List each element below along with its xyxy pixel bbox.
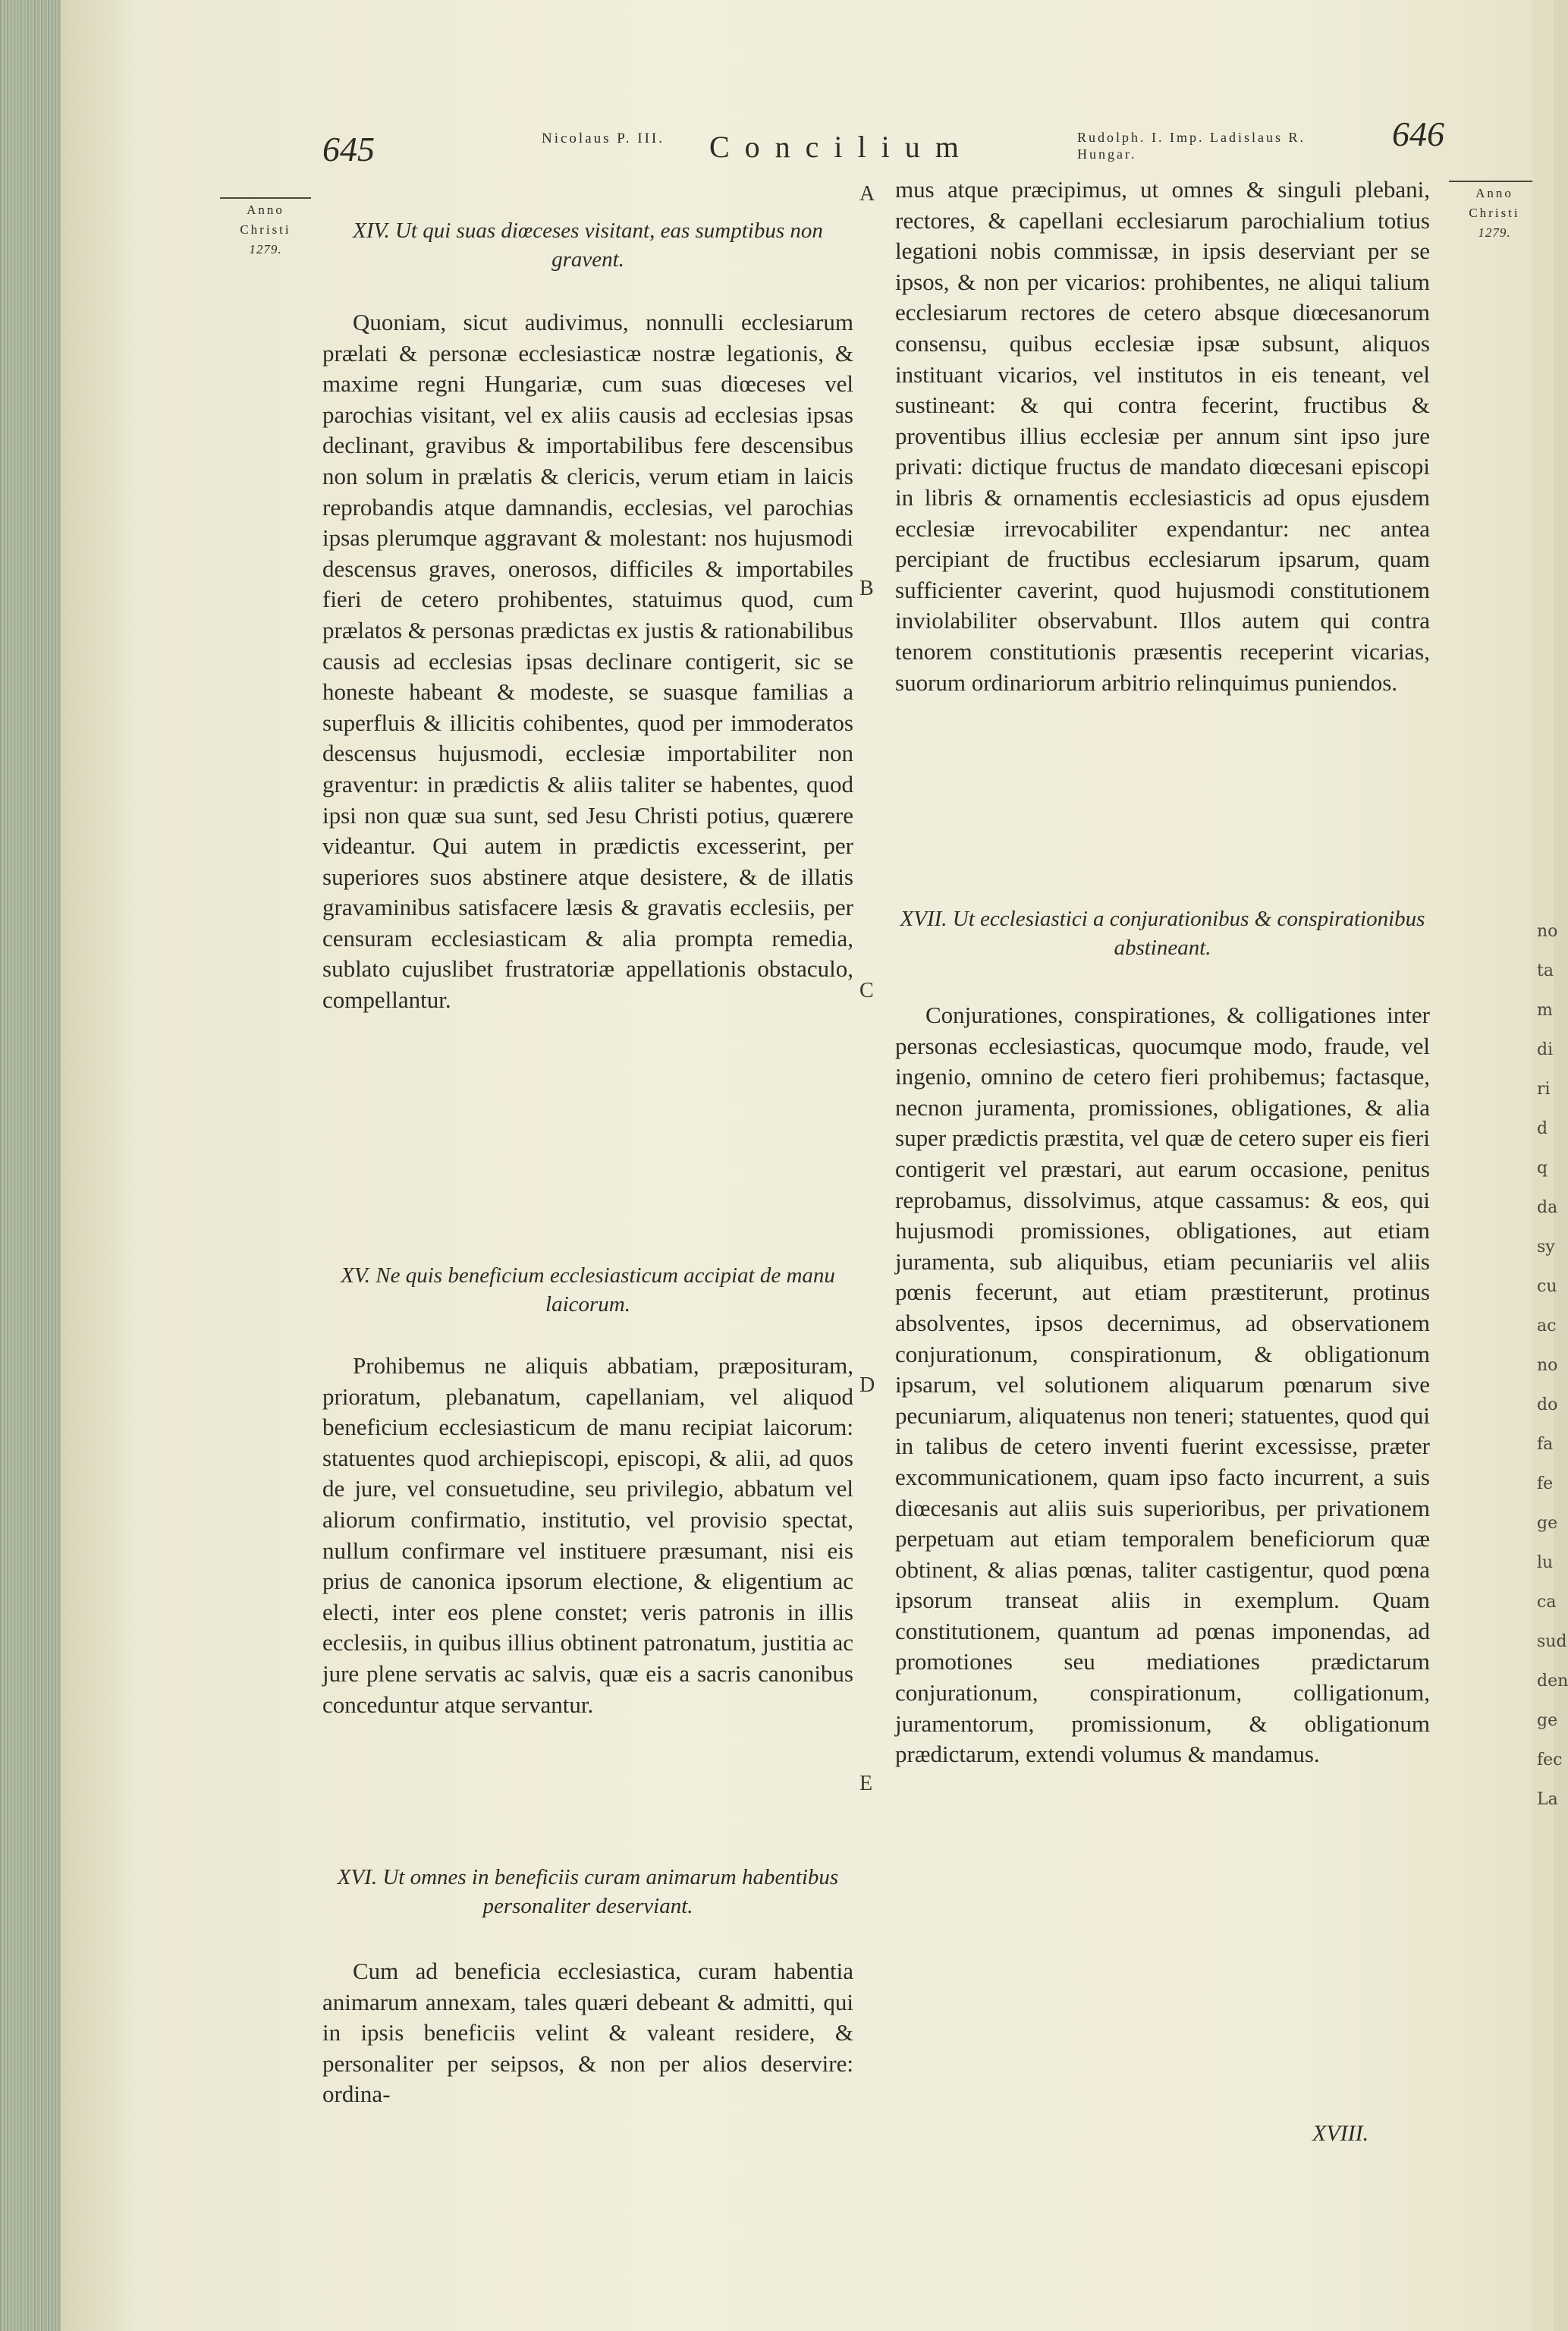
section-heading-xvii: XVII. Ut ecclesiastici a conjurationibus & conspirationibus abstineant. [900,907,1425,960]
next-page-fragment: d [1537,1119,1548,1138]
section-marker-b: B [859,577,874,600]
section-marker-d: D [859,1373,875,1397]
next-page-fragment: ge [1537,1514,1558,1533]
next-page-fragment: do [1537,1395,1558,1414]
page-number-right: 646 [1392,115,1444,153]
next-page-fragment: fe [1537,1474,1554,1493]
section-heading-xiv: XIV. Ut qui suas diœceses visitant, eas sumptibus non gravent. [353,219,823,272]
section-heading-xvi: XVI. Ut omnes in beneficiis curam animarum habentibus personaliter deserviant. [337,1865,839,1918]
section-marker-c: C [859,979,874,1002]
section-heading-xv: XV. Ne quis beneficium ecclesiasticum accipiat de manu laicorum. [341,1263,835,1316]
next-page-fragment: ge [1537,1711,1558,1730]
christi-label: Christi [1469,206,1520,220]
next-page-edge [1532,0,1568,2331]
next-page-fragment: q [1537,1159,1548,1178]
section-marker-a: A [859,182,875,206]
running-head-emperor: Rudolph. I. Imp. Ladislaus R. Hungar. [1077,130,1306,162]
margin-year-left [220,197,311,260]
next-page-fragment: fec [1537,1751,1563,1769]
page-number-left: 645 [322,130,375,168]
next-page-fragment: no [1537,1356,1558,1375]
section-marker-e: E [859,1772,873,1795]
section-text-xvii: Conjurationes, conspirationes, & colligationes inter personas ecclesiasticas, quocumque modo, fraude, vel ingenio, omnino de cetero fieri prohibemus; factasque, necnon juramenta, promissiones, obligationes, & alia super prædictis præstita, vel quæ de cetero super eis fieri contigerit vel præstari, aut earum occasione, penitus reprobamus, dissolvimus, atque cassamus: & eos, qui hujusmodi promissiones, obligationes, aut etiam juramenta, sub aliquibus, etiam pecuniariis vel aliis pœnis fecerunt, aut etiam præstiterunt, protinus absolventes, ipsos decernimus, ad observationem conjurationum, conspirationum, & obligationum ipsarum, vel solutionem aliquarum pœnarum sive pecuniarum, aliquatenus non teneri; statuentes, quod qui in talibus de cetero inventi fuerint excessisse, præter excommunicationem, quam ipso facto incurrent, a suis diœcesanis aut aliis suis superioribus, per privationem perpetuam aut etiam temporalem beneficiorum quæ obtinent, & alias pœnas, taliter castigentur, quod pœna ipsorum transeat aliis in exemplum. Quam constitutionem, quantum ad pœnas imponendas, ad promotiones seu mediationes prædictarum conjurationum, conspirationum, colligationum, juramentorum, promissionum, & obligationum prædictarum, extendi volumus & mandamus. [895,1002,1430,1768]
anno-label: Anno [247,203,284,217]
next-page-fragment: ri [1537,1080,1551,1099]
next-page-fragment: ca [1537,1593,1557,1612]
stacked-page-edges [0,0,61,2331]
next-page-fragment: no [1537,922,1558,941]
next-page-fragment: La [1537,1790,1558,1809]
next-page-fragment: m [1537,1001,1553,1020]
christi-label: Christi [240,222,291,237]
year-label: 1279. [249,242,282,256]
margin-year-right [1449,181,1540,243]
running-head-pope: Nicolaus P. III. [542,131,665,146]
next-page-fragment: fa [1537,1435,1554,1454]
section-text-xvi: Cum ad beneficia ecclesiastica, curam habentia animarum annexam, tales quæri debeant & admitti, qui in ipsis beneficiis velint & valeant residere, & personaliter per seipsos, & non per alios deservire: ordina- [322,1958,853,2108]
next-page-fragment: sy [1537,1238,1555,1257]
section-text-xiv: Quoniam, sicut audivimus, nonnulli ecclesiarum prælati & personæ ecclesiasticæ nostræ legationis, & maxime regni Hungariæ, cum suas diœceses vel parochias visitant, vel ex aliis causis ad ecclesias ipsas declinant, gravibus & importabilibus fere descensibus non solum in prælatis & clericis, verum etiam in laicis reprobandis atque damnandis, ecclesias, vel parochias ipsas plerumque aggravant & molestant: nos hujusmodi descensus graves, onerosos, difficiles & importabiles fieri de cetero prohibentes, statuimus quod, cum prælatos & personas prædictas ex justis & rationabilibus causis ad ecclesias ipsas declinare contigerit, sic se honeste habeant & modeste, se suasque familias a superfluis & illicitis cohibentes, quod per immoderatos descensus hujusmodi, ecclesiæ importabiliter non graventur: in prædictis & aliis taliter se habentes, quod ipsi non quæ sua sunt, sed Jesu Christi potius, quærere videantur. Qui autem in prædictis excesserint, per superiores suos abstinere atque desistere, & de illatis gravaminibus satisfacere læsis & gravatis ecclesiis, per censuram ecclesiasticam & alia prompta remedia, sublato cujuslibet frustratoriæ appellationis obstaculo, compellantur. [322,309,853,1014]
next-page-fragment: ac [1537,1316,1557,1335]
next-page-fragment: ta [1537,961,1554,980]
year-label: 1279. [1478,225,1511,240]
running-head-title: Concilium [709,130,974,164]
next-page-fragment: cu [1537,1277,1557,1296]
next-page-fragment: da [1537,1198,1558,1217]
next-page-fragment: di [1537,1040,1554,1059]
next-page-fragment: lu [1537,1553,1554,1572]
anno-label: Anno [1475,186,1513,200]
section-text-xv: Prohibemus ne aliquis abbatiam, præposituram, prioratum, plebanatum, capellaniam, vel aliquod beneficium ecclesiasticum de manu recipiat laicorum: statuentes quod archiepiscopi, episcopi, & alii, ad quos de jure, vel consuetudine, seu privilegio, abbatum vel aliorum confirmatio, institutio, vel provisio spectat, nullum confirmare vel instituere præsumant, nisi eis prius de canonica ipsorum electione, & eligentium ac electi, inter eos plene constet; veris patronis in illis ecclesiis, in quibus illius obtinent patronatum, justitia ac jure plene servatis ac salvis, quæ eis a sacris canonibus conceduntur atque servantur. [322,1352,853,1718]
next-page-fragment: den [1537,1672,1568,1691]
section-text-xvi-continued: mus atque præcipimus, ut omnes & singuli plebani, rectores, & capellani ecclesiarum parochialium totius legationi nobis commissæ, in ipsis deserviant per se ipsos, & non per vicarios: prohibentes, ne aliqui talium ecclesiarum rectores de cetero absque diœcesanorum consensu, quibus ecclesiæ ipsæ subsunt, aliquos instituant vicarios, vel institutos in eis teneant, vel sustineant: & qui contra fecerint, fructibus & proventibus illius ecclesiæ per annum sint ipso jure privati: dictique fructus de mandato diœcesani episcopi in libris & ornamentis ecclesiasticis ad opus ejusdem ecclesiæ irrevocabiliter expendantur: nec antea percipiant de fructibus ecclesiarum ipsarum, quam sufficienter caverint, quod hujusmodi constitutionem inviolabiliter observabunt. Illos autem qui contra tenorem constitutionis præsentis receperint vicarias, suorum ordinariorum arbitrio relinquimus puniendos. [895,176,1430,696]
catchword: XVIII. [1312,2121,1369,2146]
page [61,0,1532,2331]
next-page-fragment: sud [1537,1632,1567,1651]
